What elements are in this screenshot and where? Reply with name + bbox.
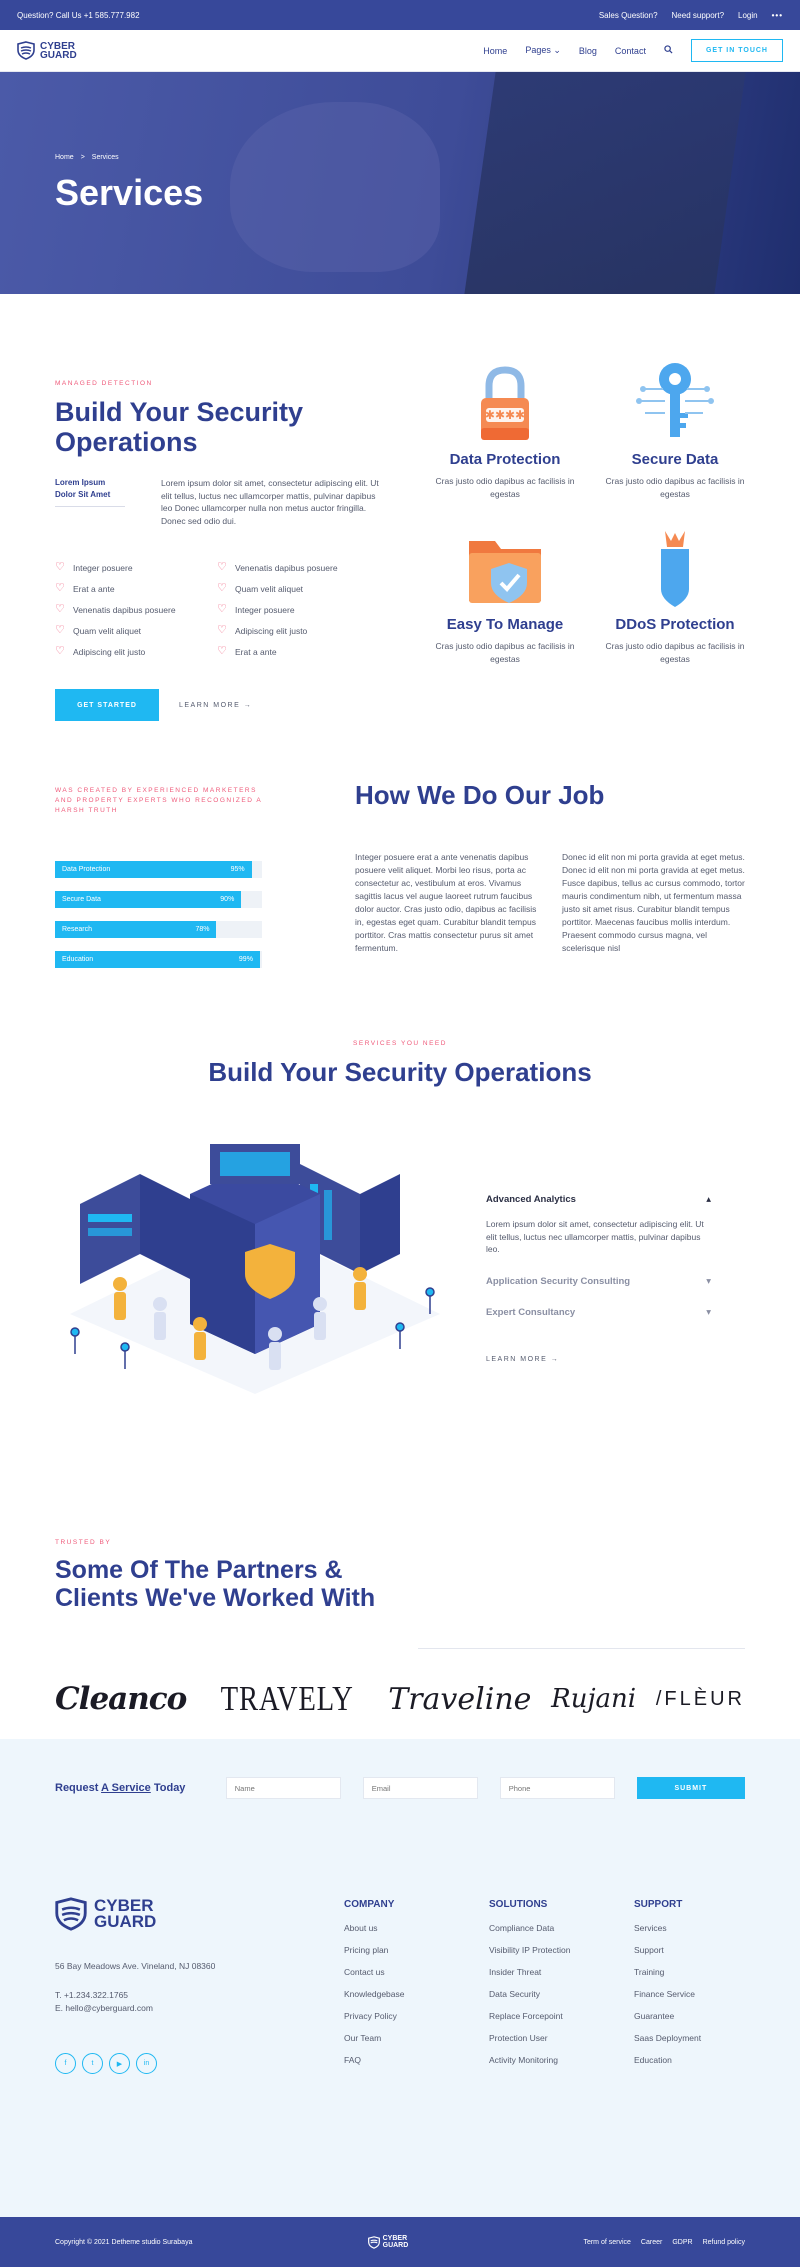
footer-link[interactable]: Replace Forcepoint	[489, 2011, 563, 2021]
shield-icon	[17, 41, 35, 60]
progress-bars	[55, 861, 265, 968]
footer-link[interactable]: Support	[634, 1945, 664, 1955]
nav-home[interactable]: Home	[483, 45, 508, 56]
facebook-icon[interactable]: f	[55, 2053, 76, 2074]
learn-more-label: LEARN MORE	[486, 1355, 548, 1363]
job-title: How We Do Our Job	[355, 780, 605, 810]
feature-title: Data Protection	[449, 451, 561, 468]
footer-link[interactable]: Activity Monitoring	[489, 2055, 558, 2065]
caret-up-icon: ▴	[706, 1194, 711, 1205]
footer	[0, 1837, 800, 2217]
get-in-touch-button[interactable]: GET IN TOUCH	[691, 39, 783, 62]
partner-logo-rujani: Rujani	[551, 1684, 637, 1714]
bottom-logo-line2: GUARD	[382, 2242, 409, 2249]
progress-label: Secure Data	[62, 896, 101, 903]
services-accordion	[486, 1194, 711, 1363]
feature-ddos-protection	[590, 521, 760, 666]
submit-button[interactable]: SUBMIT	[637, 1777, 745, 1799]
partner-logo-traveline: Traveline	[388, 1681, 532, 1717]
hero-person-shape	[230, 102, 440, 272]
name-input[interactable]	[226, 1777, 341, 1799]
progress-bar	[55, 921, 262, 938]
features-grid	[420, 356, 750, 666]
heart-icon: ♡	[217, 582, 227, 594]
breadcrumb-home[interactable]: Home	[55, 154, 74, 161]
heart-icon: ♡	[55, 624, 65, 636]
nav-contact[interactable]: Contact	[614, 45, 646, 56]
nav-blog[interactable]: Blog	[578, 45, 597, 56]
job-text-col2: Donec id elit non mi porta gravida at eget metus. Donec id elit non mi porta gravida at eget metus. Fusce dapibus, tellus ac cursus commodo, tortor mauris condimentum nibh, ut fermentum massa justo sit amet risus. Curabitur blandit tempus porttitor. Maecenas faucibus mollis interdum. Praesent commodo cursus magna, vel scelerisque nisl	[562, 852, 745, 953]
list-item-label: Adipiscing elit justo	[235, 625, 308, 636]
shield-icon	[55, 1897, 87, 1931]
services-section	[0, 1034, 800, 1489]
phone-input[interactable]	[500, 1777, 615, 1799]
footer-col-title: SUPPORT	[634, 1899, 683, 1910]
request-title-link: A Service	[101, 1782, 151, 1794]
footer-link[interactable]: About us	[344, 1923, 378, 1933]
progress-bar	[55, 891, 262, 908]
progress-value: 99%	[238, 956, 253, 963]
heart-icon: ♡	[55, 603, 65, 615]
footer-col-solutions	[489, 1899, 619, 2077]
footer-link[interactable]: Education	[634, 2055, 672, 2065]
list-item	[55, 578, 217, 599]
ops-title: Build Your Security Operations	[55, 397, 304, 457]
nav-pages-label: Pages	[525, 45, 551, 55]
feature-text: Cras justo odio dapibus ac facilisis in egestas	[605, 476, 745, 499]
partner-logo-travely: TRAVELY	[220, 1679, 354, 1718]
need-support-link[interactable]: Need support?	[671, 10, 725, 20]
feature-easy-to-manage	[420, 521, 590, 666]
request-title-post: Today	[150, 1782, 186, 1794]
top-phone: Question? Call Us +1 585.777.982	[17, 10, 140, 20]
nav-pages[interactable]	[525, 45, 561, 56]
footer-link[interactable]: Saas Deployment	[634, 2033, 702, 2043]
feature-title: Easy To Manage	[446, 616, 564, 633]
heart-icon: ♡	[217, 645, 227, 657]
list-item	[55, 599, 217, 620]
list-item-label: Quam velit aliquet	[235, 583, 304, 594]
hero-monitor-shape	[464, 72, 745, 294]
heart-icon: ♡	[217, 624, 227, 636]
feature-title: DDoS Protection	[615, 616, 735, 633]
accordion-body: Lorem ipsum dolor sit amet, consectetur adipiscing elit. Ut elit tellus, luctus nec ullamcorper mattis, pulvinar dapibus leo.	[486, 1219, 704, 1254]
arrow-right-icon: →	[243, 701, 253, 709]
progress-fill	[55, 861, 252, 878]
more-icon[interactable]: •••	[771, 10, 783, 20]
footer-link[interactable]: Guarantee	[634, 2011, 675, 2021]
check-list	[55, 557, 385, 662]
heart-icon: ♡	[55, 561, 65, 573]
heart-icon: ♡	[217, 603, 227, 615]
arrow-right-icon: →	[550, 1355, 560, 1363]
partner-logo-cleanco: Cleanco	[55, 1681, 187, 1717]
footer-logo[interactable]	[55, 1897, 295, 1931]
progress-value: 90%	[220, 896, 235, 903]
progress-fill	[55, 951, 260, 968]
footer-link[interactable]: Visibility IP Protection	[489, 1945, 571, 1955]
footer-link[interactable]: Our Team	[344, 2033, 382, 2043]
accordion-title: Application Security Consulting	[486, 1275, 631, 1287]
accordion-item-advanced-analytics[interactable]	[486, 1194, 711, 1205]
footer-link[interactable]: Finance Service	[634, 1989, 695, 1999]
request-title-pre: Request	[55, 1782, 102, 1794]
gdpr-link[interactable]: GDPR	[672, 2238, 693, 2246]
login-link[interactable]: Login	[738, 10, 758, 20]
bottom-bar	[0, 2217, 800, 2267]
partners-kicker: TRUSTED BY	[55, 1539, 112, 1546]
footer-link[interactable]: Privacy Policy	[344, 2011, 397, 2021]
list-item	[55, 620, 217, 641]
job-kicker: WAS CREATED BY EXPERIENCED MARKETERS AND PROPERTY EXPERTS WHO RECOGNIZED A HARSH TRUTH	[55, 787, 262, 814]
footer-link[interactable]: Protection User	[489, 2033, 548, 2043]
how-we-do-section	[0, 774, 800, 1034]
progress-bar	[55, 951, 262, 968]
list-item-label: Quam velit aliquet	[73, 625, 142, 636]
services-learn-more-link[interactable]	[486, 1356, 711, 1363]
bottom-logo-line1: CYBER	[382, 2235, 408, 2242]
progress-value: 95%	[230, 866, 245, 873]
list-item-label: Venenatis dapibus posuere	[73, 604, 176, 615]
social-links	[55, 2053, 295, 2074]
list-item	[217, 641, 379, 662]
feature-title: Secure Data	[631, 451, 719, 468]
footer-col-title: SOLUTIONS	[489, 1899, 548, 1910]
list-item-label: Venenatis dapibus posuere	[235, 562, 338, 573]
divider	[418, 1648, 745, 1649]
hero-banner	[0, 72, 800, 294]
feature-secure-data	[590, 356, 760, 501]
security-operations-section	[0, 294, 800, 774]
partner-logos	[55, 1674, 745, 1724]
logo[interactable]	[17, 41, 77, 60]
list-item	[55, 641, 217, 662]
feature-data-protection	[420, 356, 590, 501]
youtube-icon[interactable]: ▶	[109, 2053, 130, 2074]
chevron-down-icon: ⌄	[553, 45, 561, 55]
list-item	[55, 557, 217, 578]
footer-col-support	[634, 1899, 764, 2077]
linkedin-icon[interactable]: in	[136, 2053, 157, 2074]
svg-text:✱✱✱✱: ✱✱✱✱	[484, 408, 526, 422]
footer-col-title: COMPANY	[344, 1899, 395, 1910]
list-item-label: Erat a ante	[73, 583, 115, 594]
caret-down-icon: ▾	[706, 1275, 711, 1287]
career-link[interactable]: Career	[640, 2238, 663, 2246]
footer-col-company	[344, 1899, 474, 2077]
site-header	[0, 30, 800, 72]
copyright: Copyright © 2021 Detheme studio Surabaya	[55, 2238, 193, 2246]
footer-link[interactable]: Compliance Data	[489, 1923, 555, 1933]
get-started-button[interactable]: GET STARTED	[55, 689, 159, 721]
padlock-icon	[465, 362, 545, 444]
refund-link[interactable]: Refund policy	[702, 2238, 745, 2246]
footer-link[interactable]: Training	[634, 1967, 665, 1977]
accordion-item-app-security[interactable]	[486, 1276, 711, 1287]
sales-question-link[interactable]: Sales Question?	[598, 10, 658, 20]
folder-shield-icon	[465, 531, 545, 609]
breadcrumb-separator: >	[80, 154, 85, 161]
list-item-label: Erat a ante	[235, 646, 277, 657]
footer-link[interactable]: Pricing plan	[344, 1945, 389, 1955]
feature-text: Cras justo odio dapibus ac facilisis in egestas	[605, 641, 745, 664]
breadcrumb-current: Services	[91, 154, 119, 161]
footer-link[interactable]: Knowledgebase	[344, 1989, 405, 1999]
security-illustration	[60, 1124, 450, 1394]
heart-icon: ♡	[55, 582, 65, 594]
feature-text: Cras justo odio dapibus ac facilisis in egestas	[435, 641, 575, 664]
partner-logo-fleur: /FLÈUR	[655, 1687, 745, 1710]
ops-kicker: MANAGED DETECTION	[55, 380, 153, 387]
progress-label: Data Protection	[62, 866, 111, 873]
svg-text:DDoS: DDoS	[687, 564, 696, 590]
heart-icon: ♡	[217, 561, 227, 573]
footer-address: 56 Bay Meadows Ave. Vineland, NJ 08360	[55, 1961, 216, 1971]
main-nav	[483, 39, 783, 62]
learn-more-link[interactable]	[179, 702, 252, 709]
ops-intro-label: Lorem Ipsum Dolor Sit Amet	[55, 477, 125, 507]
progress-fill	[55, 921, 216, 938]
list-item	[217, 557, 379, 578]
search-icon[interactable]	[664, 45, 673, 56]
footer-phone: T. +1.234.322.1765	[55, 1990, 129, 2000]
progress-label: Education	[62, 956, 94, 963]
list-item	[217, 578, 379, 599]
request-title	[55, 1782, 204, 1794]
footer-link[interactable]: Insider Threat	[489, 1967, 542, 1977]
partners-title: Some Of The Partners & Clients We've Worked With	[55, 1556, 376, 1612]
list-item	[217, 599, 379, 620]
footer-logo-line2: GUARD	[94, 1912, 157, 1931]
list-item-label: Integer posuere	[235, 604, 295, 615]
twitter-icon[interactable]: t	[82, 2053, 103, 2074]
progress-value: 78%	[195, 926, 210, 933]
feature-text: Cras justo odio dapibus ac facilisis in egestas	[435, 476, 575, 499]
learn-more-label: LEARN MORE	[179, 701, 241, 709]
key-icon	[635, 359, 715, 444]
breadcrumb	[55, 154, 119, 161]
partners-section	[0, 1489, 800, 1739]
accordion-item-expert-consultancy[interactable]	[486, 1307, 711, 1318]
ops-intro-text: Lorem ipsum dolor sit amet, consectetur adipiscing elit. Ut elit tellus, luctus nec ullamcorper mattis, pulvinar dapibus leo Donec ullamcorper nulla non metus auctor fringilla. Donec sed odio dui.	[161, 478, 379, 526]
caret-down-icon: ▾	[706, 1306, 711, 1318]
email-input[interactable]	[363, 1777, 478, 1799]
accordion-title: Advanced Analytics	[486, 1194, 576, 1205]
terms-link[interactable]: Term of service	[583, 2238, 631, 2246]
footer-link[interactable]: Data Security	[489, 1989, 541, 1999]
footer-link[interactable]: Services	[634, 1923, 667, 1933]
progress-bar	[55, 861, 262, 878]
footer-email[interactable]: E. hello@cyberguard.com	[55, 2003, 153, 2013]
job-text-col1: Integer posuere erat a ante venenatis dapibus posuere velit aliquet. Morbi leo risus, porta ac consectetur ac, vestibulum at eros. Vivamus sagittis lacus vel augue laoreet rutrum faucibus dolor auctor. Cras justo odio, dapibus ac facilisis in, egestas eget quam. Curabitur blandit tempus porttitor. Cras mattis consectetur purus sit amet fermentum.	[355, 852, 537, 953]
footer-logo-line1: CYBER	[94, 1896, 154, 1915]
list-item-label: Integer posuere	[73, 562, 133, 573]
bottom-logo[interactable]	[368, 2235, 409, 2249]
footer-link[interactable]: FAQ	[344, 2055, 362, 2065]
page-title: Services	[55, 172, 204, 213]
footer-link[interactable]: Contact us	[344, 1967, 385, 1977]
list-item	[217, 620, 379, 641]
services-title: Build Your Security Operations	[208, 1057, 592, 1087]
request-service-bar	[0, 1739, 800, 1837]
shield-icon	[368, 2236, 380, 2249]
ddos-shield-icon	[635, 527, 715, 609]
services-kicker: SERVICES YOU NEED	[353, 1040, 447, 1047]
list-item-label: Adipiscing elit justo	[73, 646, 146, 657]
logo-line1: CYBER	[40, 40, 76, 52]
logo-line2: GUARD	[40, 49, 77, 61]
heart-icon: ♡	[55, 645, 65, 657]
progress-label: Research	[62, 926, 92, 933]
progress-fill	[55, 891, 241, 908]
top-bar	[0, 0, 800, 30]
accordion-title: Expert Consultancy	[486, 1306, 576, 1318]
